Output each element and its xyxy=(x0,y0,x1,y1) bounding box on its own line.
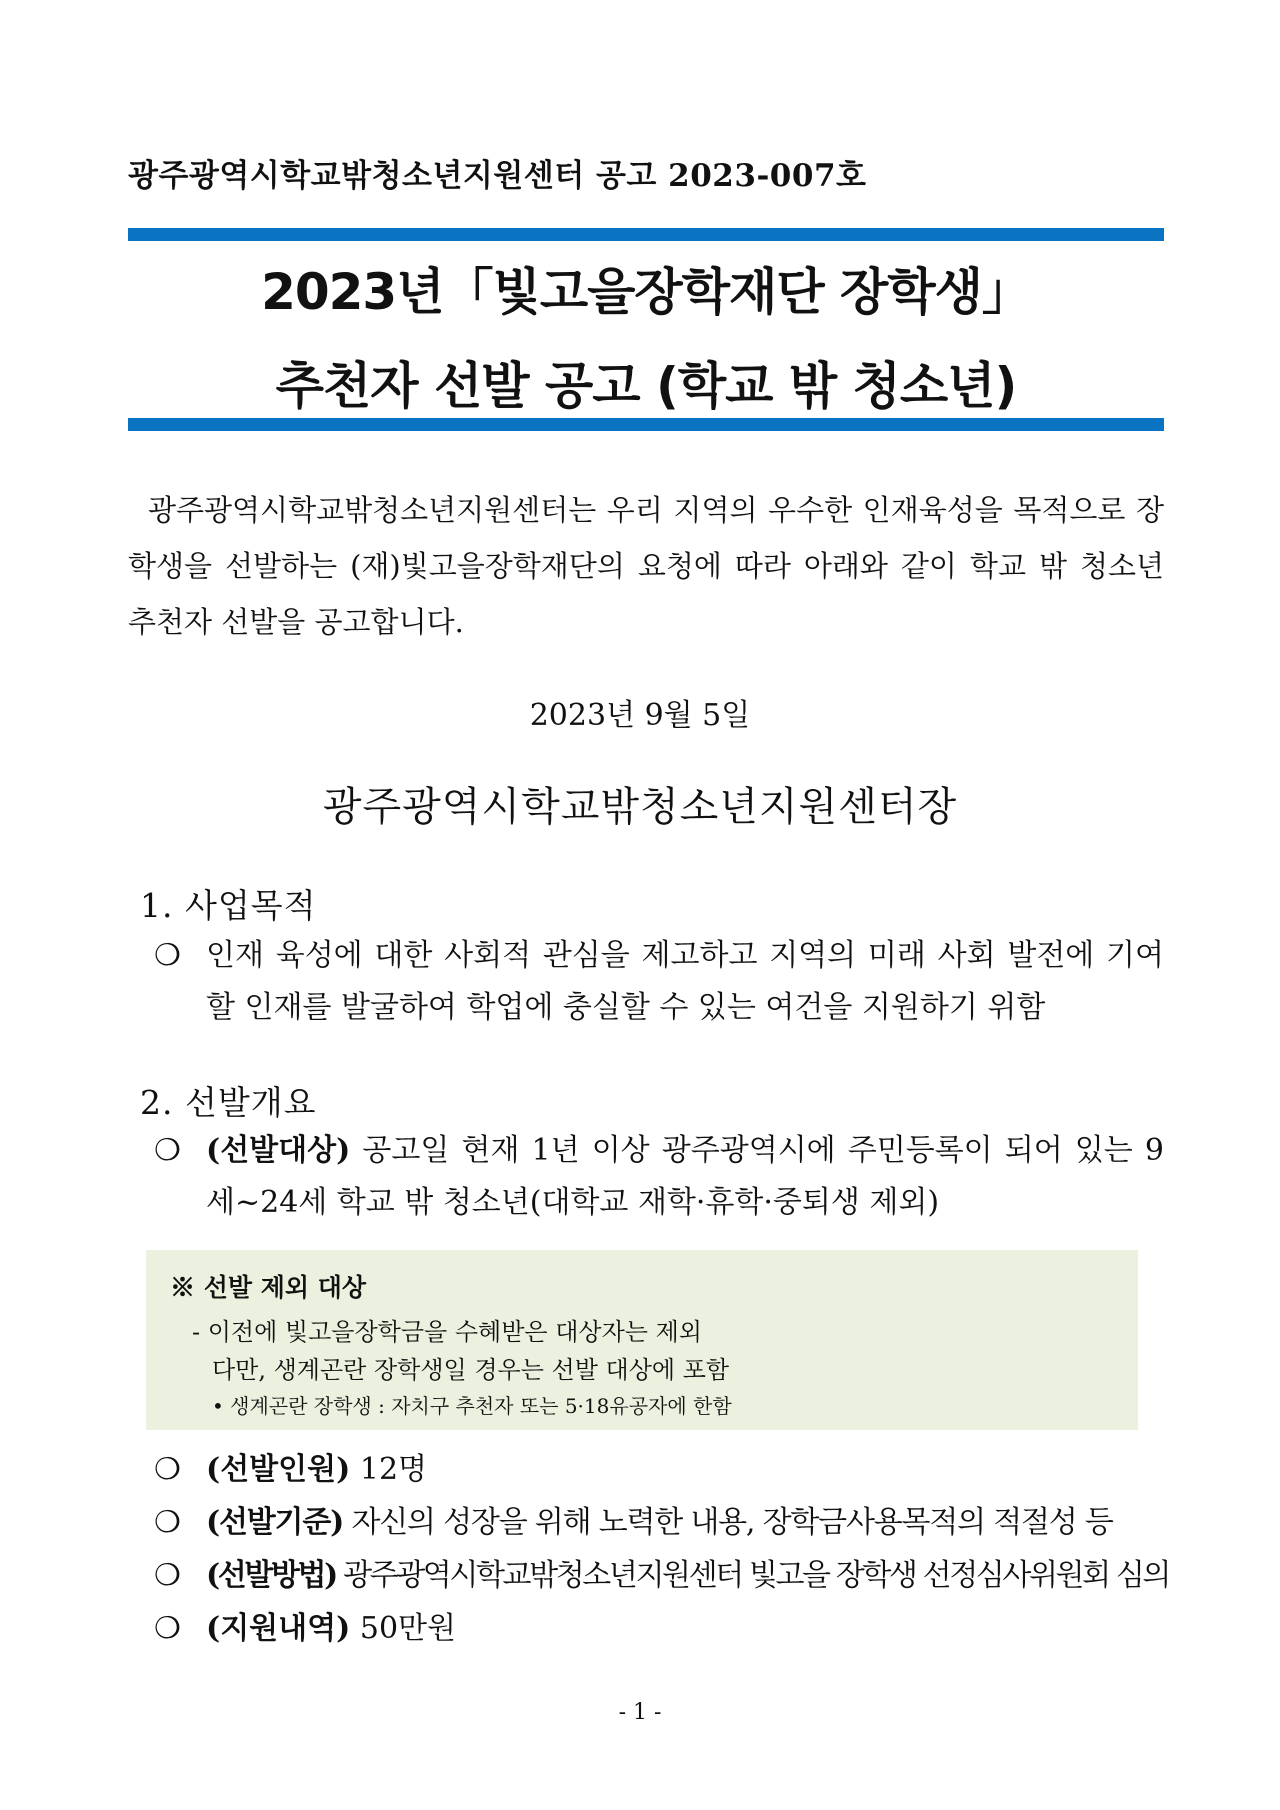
bullet-circle-icon: ❍ xyxy=(154,1505,181,1540)
exclusion-box xyxy=(146,1250,1138,1430)
section-1-text: 인재 육성에 대한 사회적 관심을 제고하고 지역의 미래 사회 발전에 기여할 인재를 발굴하여 학업에 충실할 수 있는 여건을 지원하기 위함 xyxy=(206,938,1164,1025)
intro-text: 광주광역시학교밖청소년지원센터는 우리 지역의 우수한 인재육성을 목적으로 장학생을 선발하는 (재)빛고을장학재단의 요청에 따라 아래와 같이 학교 밖 청소년 추천자 선발을 공고합니다. xyxy=(128,493,1164,639)
selection-count-value: 12명 xyxy=(359,1452,428,1487)
support-details-value: 50만원 xyxy=(359,1611,456,1646)
section-1-heading: 1. 사업목적 xyxy=(140,886,317,925)
selection-method-label: (선발방법) xyxy=(206,1558,336,1593)
bullet-circle-icon: ❍ xyxy=(154,1611,181,1646)
title-bottom-rule xyxy=(128,418,1164,431)
bullet-circle-icon: ❍ xyxy=(154,1133,181,1168)
selection-criteria-value: 자신의 성장을 위해 노력한 내용, 장학금사용목적의 적절성 등 xyxy=(351,1505,1113,1540)
support-details-label: (지원내역) xyxy=(206,1611,351,1646)
exclusion-box-title: ※ 선발 제외 대상 xyxy=(170,1273,367,1302)
title-top-rule xyxy=(128,228,1164,241)
selection-target-label: (선발대상) xyxy=(206,1133,351,1168)
intro-paragraph xyxy=(128,482,1164,650)
selection-criteria-text xyxy=(206,1497,1164,1549)
issuer-name: 광주광역시학교밖청소년지원센터장 xyxy=(322,784,958,830)
notice-number: 광주광역시학교밖청소년지원센터 공고 2023-007호 xyxy=(128,158,867,194)
support-details-text xyxy=(206,1603,1164,1655)
exclusion-line-1: - 이전에 빛고을장학금을 수혜받은 대상자는 제외 xyxy=(192,1318,702,1346)
support-details-bullet xyxy=(154,1603,1164,1655)
exclusion-line-3: • 생계곤란 장학생 : 자치구 추천자 또는 5·18유공자에 한함 xyxy=(212,1394,732,1418)
title-line-1: 2023년「빛고을장학재단 장학생」 xyxy=(261,263,1031,321)
selection-count-bullet xyxy=(154,1444,1164,1496)
bullet-circle-icon: ❍ xyxy=(154,938,181,973)
title-line-2: 추천자 선발 공고 (학교 밖 청소년) xyxy=(275,357,1017,415)
selection-target-bullet xyxy=(154,1125,1164,1229)
page-number: - 1 - xyxy=(618,1700,662,1725)
bullet-circle-icon: ❍ xyxy=(154,1558,181,1593)
selection-criteria-label: (선발기준) xyxy=(206,1505,344,1540)
exclusion-line-2: 다만, 생계곤란 장학생일 경우는 선발 대상에 포함 xyxy=(212,1356,730,1384)
section-1-bullet xyxy=(154,930,1164,1034)
selection-method-value: 광주광역시학교밖청소년지원센터 빛고을 장학생 선정심사위원회 심의 xyxy=(343,1558,1170,1593)
selection-target-text xyxy=(206,1125,1164,1229)
selection-target-desc: 공고일 현재 1년 이상 광주광역시에 주민등록이 되어 있는 9세~24세 학교 밖 청소년(대학교 재학·휴학·중퇴생 제외) xyxy=(206,1133,1164,1220)
selection-method-bullet xyxy=(154,1550,1170,1602)
bullet-circle-icon: ❍ xyxy=(154,1452,181,1487)
section-2-heading: 2. 선발개요 xyxy=(140,1083,317,1122)
selection-method-text xyxy=(206,1550,1170,1602)
notice-date: 2023년 9월 5일 xyxy=(529,698,751,733)
selection-count-text xyxy=(206,1444,1164,1496)
selection-count-label: (선발인원) xyxy=(206,1452,351,1487)
selection-criteria-bullet xyxy=(154,1497,1164,1549)
